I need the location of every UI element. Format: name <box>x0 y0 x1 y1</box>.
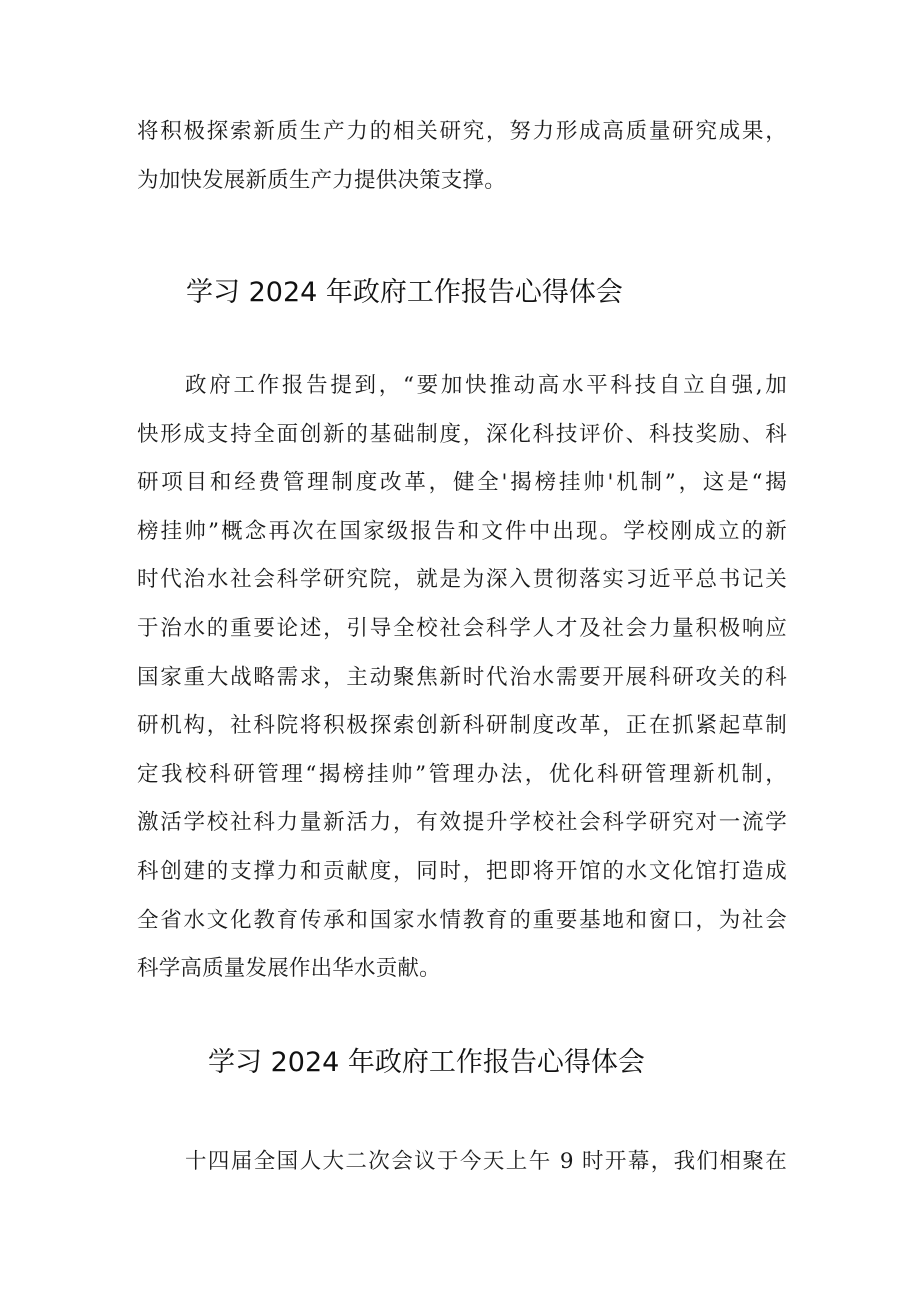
text-line: 科创建的支撑力和贡献度，同时，把即将开馆的水文化馆打造成 <box>137 858 787 884</box>
section-heading: 学习 2024 年政府工作报告心得体会 <box>208 1047 645 1078</box>
text-line: 于治水的重要论述，引导全校社会科学人才及社会力量积极响应 <box>137 615 787 641</box>
paragraph-intro <box>137 108 787 205</box>
text-line: 时代治水社会科学研究院，就是为深入贯彻落实习近平总书记关 <box>137 567 787 593</box>
text-line: 研项目和经费管理制度改革，健全'揭榜挂帅'机制”，这是“揭 <box>137 470 787 496</box>
section-heading: 学习 2024 年政府工作报告心得体会 <box>186 277 623 308</box>
text-line: 定我校科研管理“揭榜挂帅”管理办法，优化科研管理新机制， <box>137 761 787 787</box>
text-line: 国家重大战略需求，主动聚焦新时代治水需要开展科研攻关的科 <box>137 664 787 690</box>
text-line: 快形成支持全面创新的基础制度，深化科技评价、科技奖励、科 <box>137 421 787 447</box>
text-line: 研机构，社科院将积极探索创新科研制度改革，正在抓紧起草制 <box>137 713 787 739</box>
text-line: 激活学校社科力量新活力，有效提升学校社会科学研究对一流学 <box>137 810 787 836</box>
text-line: 全省水文化教育传承和国家水情教育的重要基地和窗口，为社会 <box>137 907 787 933</box>
text-line: 将积极探索新质生产力的相关研究，努力形成高质量研究成果， <box>137 119 787 144</box>
text-line: 十四届全国人大二次会议于今天上午 9 时开幕，我们相聚在 <box>185 1149 787 1174</box>
text-line: 榜挂帅”概念再次在国家级报告和文件中出现。学校刚成立的新 <box>137 518 787 544</box>
text-line: 科学高质量发展作出华水贡献。 <box>137 956 441 982</box>
text-line: 政府工作报告提到，“要加快推动高水平科技自立自强,加 <box>185 373 787 398</box>
text-line: 为加快发展新质生产力提供决策支撑。 <box>137 167 506 193</box>
paragraph-body <box>137 362 787 994</box>
paragraph-body <box>137 1138 787 1187</box>
